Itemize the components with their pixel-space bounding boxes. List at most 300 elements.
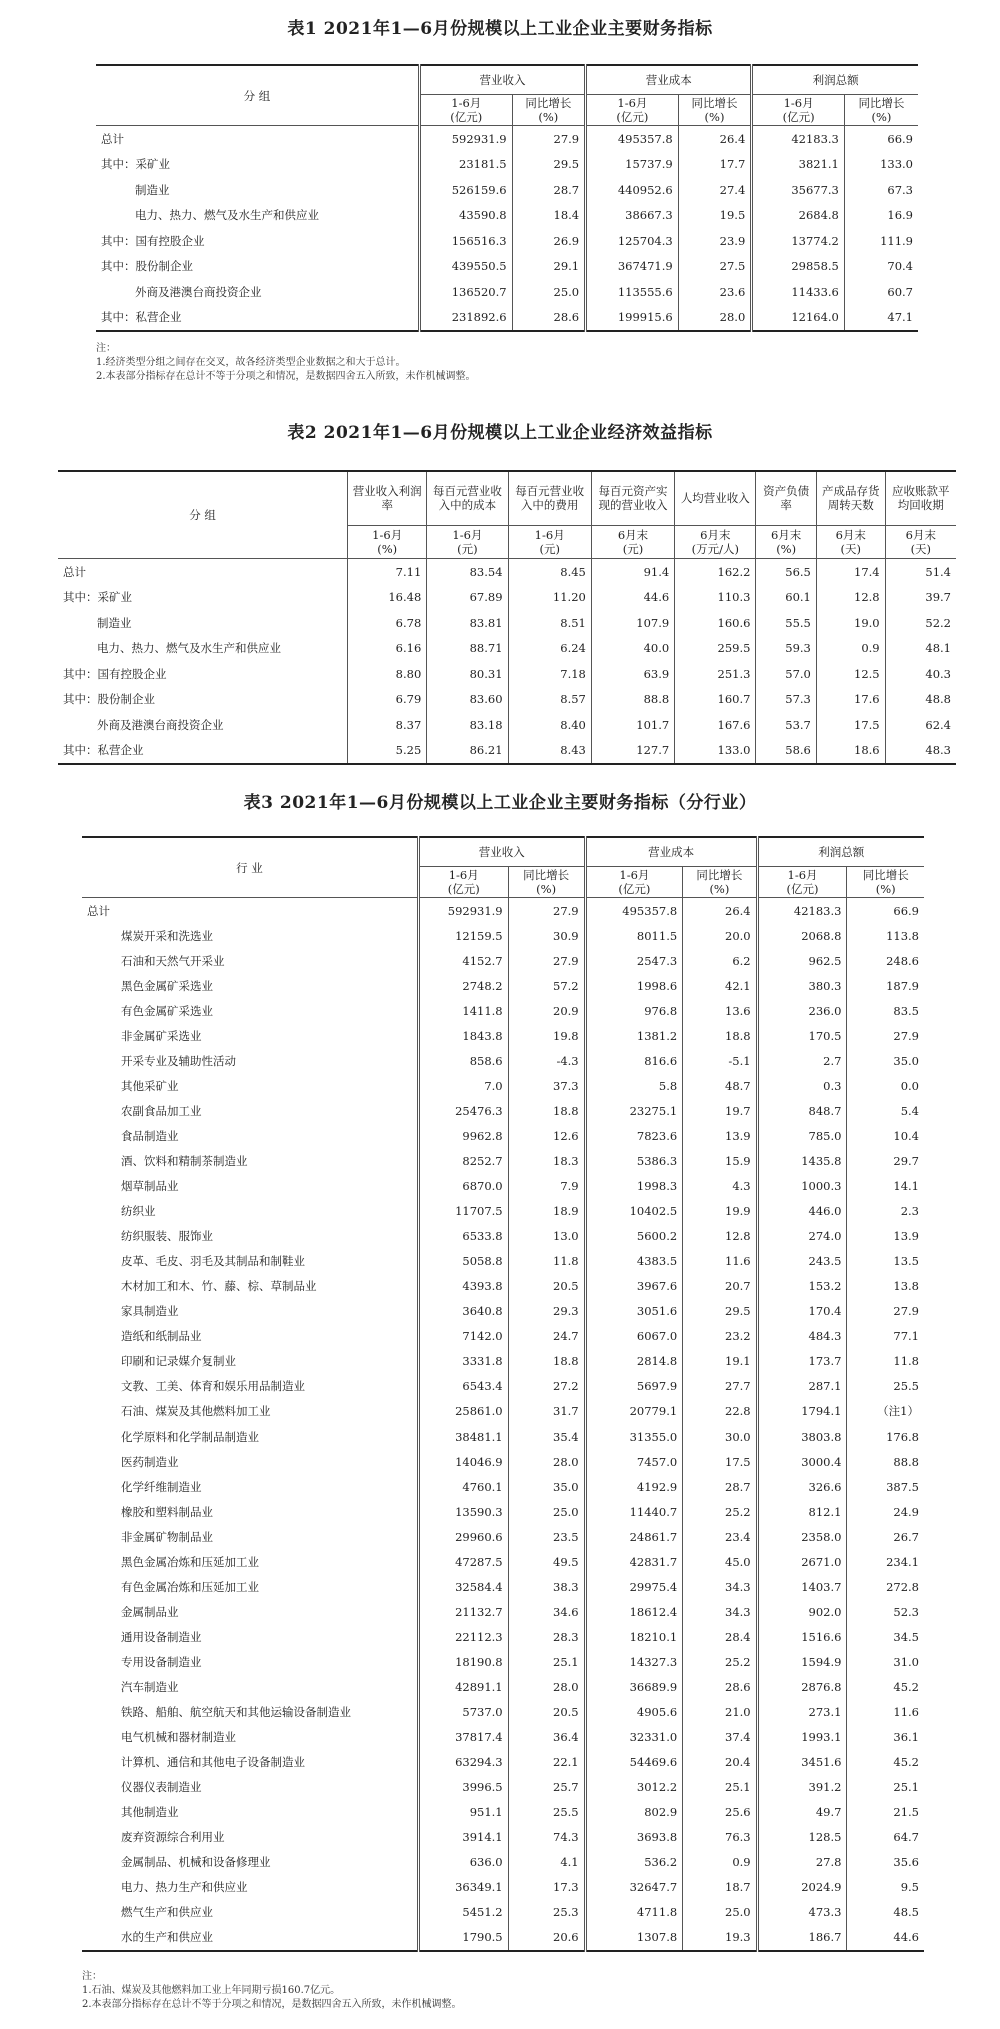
cell-value: 160.7 bbox=[675, 687, 756, 713]
cell-value: 1411.8 bbox=[418, 998, 508, 1023]
table-row bbox=[82, 1199, 924, 1224]
cell-value: 170.5 bbox=[757, 1023, 847, 1048]
cell-value: 25.2 bbox=[683, 1499, 757, 1524]
cell-value: 18612.4 bbox=[585, 1599, 683, 1624]
cell-value: 4192.9 bbox=[585, 1474, 683, 1499]
cell-value: 18190.8 bbox=[418, 1649, 508, 1674]
cell-value: 0.9 bbox=[816, 636, 885, 662]
row-label: 总计 bbox=[87, 903, 110, 918]
cell-value: 5697.9 bbox=[585, 1374, 683, 1399]
row-label: 其中：私营企业 bbox=[63, 743, 144, 758]
cell-value: 19.0 bbox=[816, 610, 885, 636]
row-label: 水的生产和供应业 bbox=[121, 1930, 213, 1945]
table-row bbox=[58, 738, 956, 765]
t3-group-header: 行 业 bbox=[236, 860, 263, 875]
cell-value: 6.78 bbox=[348, 610, 427, 636]
cell-value: 274.0 bbox=[757, 1224, 847, 1249]
row-label: 通用设备制造业 bbox=[121, 1629, 202, 1644]
cell-value: 1998.6 bbox=[585, 973, 683, 998]
cell-value: （注1） bbox=[847, 1399, 924, 1424]
cell-value: 2876.8 bbox=[757, 1674, 847, 1699]
t1-sub-header: 同比增长 (%) bbox=[678, 95, 752, 126]
cell-value: 1516.6 bbox=[757, 1624, 847, 1649]
cell-value: 6067.0 bbox=[585, 1324, 683, 1349]
cell-value: 17.6 bbox=[816, 687, 885, 713]
cell-value: 29.3 bbox=[508, 1299, 585, 1324]
cell-value: 45.2 bbox=[847, 1674, 924, 1699]
cell-value: 25.7 bbox=[508, 1775, 585, 1800]
cell-value: 28.0 bbox=[678, 305, 752, 332]
cell-value: 25.5 bbox=[508, 1800, 585, 1825]
cell-value: 951.1 bbox=[418, 1800, 508, 1825]
table-row bbox=[82, 1499, 924, 1524]
cell-value: 8.45 bbox=[508, 559, 591, 585]
row-label: 黑色金属冶炼和压延加工业 bbox=[121, 1554, 259, 1569]
cell-value: 27.9 bbox=[847, 1023, 924, 1048]
table-row bbox=[82, 1850, 924, 1875]
cell-value: 38.3 bbox=[508, 1574, 585, 1599]
cell-value: 26.4 bbox=[678, 126, 752, 152]
cell-value: 3996.5 bbox=[418, 1775, 508, 1800]
cell-value: 28.0 bbox=[508, 1449, 585, 1474]
cell-value: 38667.3 bbox=[586, 203, 679, 229]
cell-value: 66.9 bbox=[844, 126, 918, 152]
cell-value: 9962.8 bbox=[418, 1123, 508, 1148]
cell-value: 1790.5 bbox=[418, 1925, 508, 1951]
cell-value: 2068.8 bbox=[757, 923, 847, 948]
cell-value: 3012.2 bbox=[585, 1775, 683, 1800]
cell-value: 160.6 bbox=[675, 610, 756, 636]
cell-value: 27.9 bbox=[847, 1299, 924, 1324]
note-line: 2.本表部分指标存在总计不等于分项之和情况，是数据四舍五入所致，未作机械调整。 bbox=[82, 1999, 462, 2010]
t2-col-header: 每百元营业收入中的成本 bbox=[427, 471, 508, 525]
cell-value: 1307.8 bbox=[585, 1925, 683, 1951]
t3-sub-header: 同比增长 (%) bbox=[683, 867, 757, 898]
cell-value: 23.2 bbox=[683, 1324, 757, 1349]
cell-value: 20.7 bbox=[683, 1274, 757, 1299]
cell-value: -4.3 bbox=[508, 1048, 585, 1073]
cell-value: 3451.6 bbox=[757, 1750, 847, 1775]
cell-value: 187.9 bbox=[847, 973, 924, 998]
cell-value: 83.54 bbox=[427, 559, 508, 585]
cell-value: 26.4 bbox=[683, 898, 757, 924]
table-row bbox=[82, 1449, 924, 1474]
row-label: 有色金属矿采选业 bbox=[121, 1003, 213, 1018]
cell-value: 38481.1 bbox=[418, 1424, 508, 1449]
cell-value: 16.48 bbox=[348, 585, 427, 611]
table-row bbox=[82, 998, 924, 1023]
row-label: 总计 bbox=[101, 131, 124, 146]
cell-value: 35677.3 bbox=[752, 177, 845, 203]
table-row bbox=[58, 610, 956, 636]
cell-value: 13.0 bbox=[508, 1224, 585, 1249]
table-row bbox=[82, 1599, 924, 1624]
cell-value: 592931.9 bbox=[419, 126, 512, 152]
table-row bbox=[82, 1750, 924, 1775]
cell-value: 20.5 bbox=[508, 1274, 585, 1299]
cell-value: 5.4 bbox=[847, 1098, 924, 1123]
row-label: 铁路、船舶、航空航天和其他运输设备制造业 bbox=[121, 1705, 351, 1720]
cell-value: 259.5 bbox=[675, 636, 756, 662]
t2-unit-header: 1-6月 (%) bbox=[348, 525, 427, 558]
cell-value: 30.9 bbox=[508, 923, 585, 948]
cell-value: 42.1 bbox=[683, 973, 757, 998]
cell-value: 51.4 bbox=[885, 559, 956, 585]
cell-value: 25476.3 bbox=[418, 1098, 508, 1123]
cell-value: 37.4 bbox=[683, 1725, 757, 1750]
row-label: 农副食品加工业 bbox=[121, 1103, 202, 1118]
cell-value: 23.6 bbox=[678, 279, 752, 305]
cell-value: 3331.8 bbox=[418, 1349, 508, 1374]
t2-col-header: 营业收入利润率 bbox=[348, 471, 427, 525]
cell-value: 2814.8 bbox=[585, 1349, 683, 1374]
cell-value: 28.3 bbox=[508, 1624, 585, 1649]
cell-value: 176.8 bbox=[847, 1424, 924, 1449]
cell-value: 28.4 bbox=[683, 1624, 757, 1649]
note-line: 1.石油、煤炭及其他燃料加工业上年同期亏损160.7亿元。 bbox=[82, 1985, 341, 1996]
cell-value: 4711.8 bbox=[585, 1900, 683, 1925]
cell-value: 22.8 bbox=[683, 1399, 757, 1424]
cell-value: 7.11 bbox=[348, 559, 427, 585]
cell-value: 20.4 bbox=[683, 1750, 757, 1775]
row-label: 计算机、通信和其他电子设备制造业 bbox=[121, 1755, 305, 1770]
cell-value: 16.9 bbox=[844, 203, 918, 229]
cell-value: 2024.9 bbox=[757, 1875, 847, 1900]
cell-value: 48.7 bbox=[683, 1073, 757, 1098]
row-label: 其他采矿业 bbox=[121, 1078, 179, 1093]
cell-value: 57.0 bbox=[756, 661, 816, 687]
table2-title: 表2 2021年1—6月份规模以上工业企业经济效益指标 bbox=[287, 423, 713, 443]
cell-value: 18.4 bbox=[512, 203, 586, 229]
cell-value: 42891.1 bbox=[418, 1674, 508, 1699]
cell-value: 20.5 bbox=[508, 1700, 585, 1725]
table-row bbox=[82, 1399, 924, 1424]
cell-value: 25.0 bbox=[512, 279, 586, 305]
cell-value: 391.2 bbox=[757, 1775, 847, 1800]
cell-value: 8.40 bbox=[508, 712, 591, 738]
cell-value: 47.1 bbox=[844, 305, 918, 332]
cell-value: 59.3 bbox=[756, 636, 816, 662]
table-row bbox=[82, 1148, 924, 1173]
cell-value: 2.7 bbox=[757, 1048, 847, 1073]
cell-value: 7823.6 bbox=[585, 1123, 683, 1148]
cell-value: 4760.1 bbox=[418, 1474, 508, 1499]
cell-value: 35.4 bbox=[508, 1424, 585, 1449]
cell-value: 19.5 bbox=[678, 203, 752, 229]
cell-value: 36689.9 bbox=[585, 1674, 683, 1699]
cell-value: 125704.3 bbox=[586, 228, 679, 254]
cell-value: 23.9 bbox=[678, 228, 752, 254]
table-row bbox=[82, 1224, 924, 1249]
table-row bbox=[82, 1875, 924, 1900]
table-row bbox=[96, 279, 918, 305]
cell-value: 440952.6 bbox=[586, 177, 679, 203]
cell-value: 848.7 bbox=[757, 1098, 847, 1123]
row-label: 化学纤维制造业 bbox=[121, 1479, 202, 1494]
cell-value: 113.8 bbox=[847, 923, 924, 948]
cell-value: 43590.8 bbox=[419, 203, 512, 229]
row-label: 纺织服装、服饰业 bbox=[121, 1229, 213, 1244]
cell-value: 48.1 bbox=[885, 636, 956, 662]
row-label: 燃气生产和供应业 bbox=[121, 1905, 213, 1920]
row-label: 其中：私营企业 bbox=[101, 310, 182, 325]
cell-value: 1993.1 bbox=[757, 1725, 847, 1750]
row-label: 煤炭开采和洗选业 bbox=[121, 928, 213, 943]
cell-value: 49.5 bbox=[508, 1549, 585, 1574]
cell-value: 47287.5 bbox=[418, 1549, 508, 1574]
table-row bbox=[82, 1725, 924, 1750]
t1-col-group: 利润总额 bbox=[752, 65, 918, 95]
cell-value: 44.6 bbox=[847, 1925, 924, 1951]
table-row bbox=[58, 585, 956, 611]
t2-col-header: 每百元营业收入中的费用 bbox=[508, 471, 591, 525]
note-line: 2.本表部分指标存在总计不等于分项之和情况，是数据四舍五入所致，未作机械调整。 bbox=[96, 371, 476, 382]
t2-col-header: 人均营业收入 bbox=[675, 471, 756, 525]
cell-value: 58.6 bbox=[756, 738, 816, 765]
cell-value: 35.0 bbox=[508, 1474, 585, 1499]
cell-value: 57.3 bbox=[756, 687, 816, 713]
cell-value: 26.9 bbox=[512, 228, 586, 254]
row-label: 纺织业 bbox=[121, 1204, 156, 1219]
t1-sub-header: 1-6月 (亿元) bbox=[586, 95, 679, 126]
cell-value: 60.7 bbox=[844, 279, 918, 305]
cell-value: 37.3 bbox=[508, 1073, 585, 1098]
row-label: 总计 bbox=[63, 564, 86, 579]
cell-value: 88.8 bbox=[847, 1449, 924, 1474]
cell-value: 54469.6 bbox=[585, 1750, 683, 1775]
cell-value: 83.60 bbox=[427, 687, 508, 713]
cell-value: 29.7 bbox=[847, 1148, 924, 1173]
cell-value: 272.8 bbox=[847, 1574, 924, 1599]
cell-value: 536.2 bbox=[585, 1850, 683, 1875]
row-label: 电力、热力生产和供应业 bbox=[121, 1880, 248, 1895]
t1-col-group: 营业收入 bbox=[419, 65, 585, 95]
t2-group-header: 分 组 bbox=[189, 508, 216, 522]
cell-value: 22112.3 bbox=[418, 1624, 508, 1649]
cell-value: 27.9 bbox=[512, 126, 586, 152]
cell-value: 25.2 bbox=[683, 1649, 757, 1674]
cell-value: 5.25 bbox=[348, 738, 427, 765]
cell-value: 11.8 bbox=[508, 1249, 585, 1274]
cell-value: 26.7 bbox=[847, 1524, 924, 1549]
row-label: 化学原料和化学制品制造业 bbox=[121, 1429, 259, 1444]
cell-value: 128.5 bbox=[757, 1825, 847, 1850]
cell-value: 86.21 bbox=[427, 738, 508, 765]
cell-value: 8.80 bbox=[348, 661, 427, 687]
cell-value: 60.1 bbox=[756, 585, 816, 611]
cell-value: 11440.7 bbox=[585, 1499, 683, 1524]
cell-value: 167.6 bbox=[675, 712, 756, 738]
row-label: 其他制造业 bbox=[121, 1805, 179, 1820]
row-label: 汽车制造业 bbox=[121, 1679, 179, 1694]
row-label: 废弃资源综合利用业 bbox=[121, 1830, 225, 1845]
cell-value: 52.2 bbox=[885, 610, 956, 636]
cell-value: 40.3 bbox=[885, 661, 956, 687]
row-label: 医药制造业 bbox=[121, 1454, 179, 1469]
cell-value: 57.2 bbox=[508, 973, 585, 998]
cell-value: 4383.5 bbox=[585, 1249, 683, 1274]
table-row bbox=[82, 1900, 924, 1925]
cell-value: 7.0 bbox=[418, 1073, 508, 1098]
cell-value: 24861.7 bbox=[585, 1524, 683, 1549]
cell-value: 199915.6 bbox=[586, 305, 679, 332]
cell-value: 3967.6 bbox=[585, 1274, 683, 1299]
cell-value: 18.6 bbox=[816, 738, 885, 765]
cell-value: 495357.8 bbox=[586, 126, 679, 152]
cell-value: 20.6 bbox=[508, 1925, 585, 1951]
cell-value: 17.5 bbox=[816, 712, 885, 738]
table-row bbox=[58, 661, 956, 687]
cell-value: 29.1 bbox=[512, 254, 586, 280]
cell-value: 22.1 bbox=[508, 1750, 585, 1775]
table-row bbox=[82, 1624, 924, 1649]
cell-value: 62.4 bbox=[885, 712, 956, 738]
table-row bbox=[82, 1825, 924, 1850]
cell-value: 66.9 bbox=[847, 898, 924, 924]
cell-value: 34.6 bbox=[508, 1599, 585, 1624]
cell-value: 28.0 bbox=[508, 1674, 585, 1699]
cell-value: 11433.6 bbox=[752, 279, 845, 305]
cell-value: 18210.1 bbox=[585, 1624, 683, 1649]
cell-value: 173.7 bbox=[757, 1349, 847, 1374]
cell-value: 18.8 bbox=[683, 1023, 757, 1048]
cell-value: 2547.3 bbox=[585, 948, 683, 973]
cell-value: 52.3 bbox=[847, 1599, 924, 1624]
cell-value: 816.6 bbox=[585, 1048, 683, 1073]
cell-value: 20.9 bbox=[508, 998, 585, 1023]
t3-sub-header: 同比增长 (%) bbox=[508, 867, 585, 898]
cell-value: 32584.4 bbox=[418, 1574, 508, 1599]
cell-value: 7.9 bbox=[508, 1174, 585, 1199]
cell-value: 40.0 bbox=[591, 636, 674, 662]
cell-value: 64.7 bbox=[847, 1825, 924, 1850]
table-row bbox=[58, 559, 956, 585]
cell-value: 28.7 bbox=[683, 1474, 757, 1499]
row-label: 其中：股份制企业 bbox=[63, 692, 155, 707]
row-label: 石油、煤炭及其他燃料加工业 bbox=[121, 1404, 271, 1419]
cell-value: 53.7 bbox=[756, 712, 816, 738]
row-label: 橡胶和塑料制品业 bbox=[121, 1504, 213, 1519]
cell-value: 29975.4 bbox=[585, 1574, 683, 1599]
t2-col-header: 产成品存货周转天数 bbox=[816, 471, 885, 525]
row-label: 非金属矿采选业 bbox=[121, 1028, 202, 1043]
cell-value: 812.1 bbox=[757, 1499, 847, 1524]
cell-value: 19.8 bbox=[508, 1023, 585, 1048]
table-row bbox=[96, 177, 918, 203]
table-row bbox=[82, 1299, 924, 1324]
row-label: 烟草制品业 bbox=[121, 1179, 179, 1194]
table-row bbox=[82, 1174, 924, 1199]
cell-value: 29.5 bbox=[683, 1299, 757, 1324]
cell-value: 248.6 bbox=[847, 948, 924, 973]
t1-sub-header: 1-6月 (亿元) bbox=[752, 95, 845, 126]
row-label: 文教、工美、体育和娱乐用品制造业 bbox=[121, 1379, 305, 1394]
table-row bbox=[82, 1474, 924, 1499]
row-label: 开采专业及辅助性活动 bbox=[121, 1053, 236, 1068]
cell-value: 234.1 bbox=[847, 1549, 924, 1574]
cell-value: 243.5 bbox=[757, 1249, 847, 1274]
row-label: 石油和天然气开采业 bbox=[121, 953, 225, 968]
t2-unit-header: 6月末 (天) bbox=[816, 525, 885, 558]
cell-value: 367471.9 bbox=[586, 254, 679, 280]
cell-value: 34.3 bbox=[683, 1574, 757, 1599]
cell-value: 25.0 bbox=[508, 1499, 585, 1524]
table-row bbox=[96, 203, 918, 229]
cell-value: 11707.5 bbox=[418, 1199, 508, 1224]
cell-value: 12.6 bbox=[508, 1123, 585, 1148]
table-row bbox=[82, 1324, 924, 1349]
cell-value: 5737.0 bbox=[418, 1700, 508, 1725]
cell-value: 27.9 bbox=[508, 898, 585, 924]
cell-value: 6.16 bbox=[348, 636, 427, 662]
row-label: 金属制品、机械和设备修理业 bbox=[121, 1855, 271, 1870]
cell-value: 101.7 bbox=[591, 712, 674, 738]
cell-value: 32331.0 bbox=[585, 1725, 683, 1750]
cell-value: 7.18 bbox=[508, 661, 591, 687]
table-row bbox=[82, 1048, 924, 1073]
cell-value: 113555.6 bbox=[586, 279, 679, 305]
cell-value: 326.6 bbox=[757, 1474, 847, 1499]
row-label: 外商及港澳台商投资企业 bbox=[135, 284, 262, 299]
t2-unit-header: 6月末 (万元/人) bbox=[675, 525, 756, 558]
table1-notes bbox=[96, 342, 918, 384]
cell-value: 13.5 bbox=[847, 1249, 924, 1274]
row-label: 食品制造业 bbox=[121, 1128, 179, 1143]
cell-value: 976.8 bbox=[585, 998, 683, 1023]
cell-value: 25861.0 bbox=[418, 1399, 508, 1424]
table-row bbox=[82, 1123, 924, 1148]
table-row bbox=[82, 1574, 924, 1599]
cell-value: 27.2 bbox=[508, 1374, 585, 1399]
row-label: 非金属矿物制品业 bbox=[121, 1529, 213, 1544]
table-row bbox=[96, 254, 918, 280]
cell-value: 111.9 bbox=[844, 228, 918, 254]
cell-value: 5386.3 bbox=[585, 1148, 683, 1173]
cell-value: 17.5 bbox=[683, 1449, 757, 1474]
cell-value: 3640.8 bbox=[418, 1299, 508, 1324]
table3-title: 表3 2021年1—6月份规模以上工业企业主要财务指标（分行业） bbox=[243, 793, 757, 813]
table-row bbox=[82, 1925, 924, 1951]
cell-value: 5451.2 bbox=[418, 1900, 508, 1925]
table-row bbox=[58, 712, 956, 738]
t1-sub-header: 同比增长 (%) bbox=[512, 95, 586, 126]
cell-value: 17.3 bbox=[508, 1875, 585, 1900]
cell-value: 8.57 bbox=[508, 687, 591, 713]
t3-sub-header: 1-6月 (亿元) bbox=[418, 867, 508, 898]
cell-value: 162.2 bbox=[675, 559, 756, 585]
cell-value: 48.8 bbox=[885, 687, 956, 713]
cell-value: 3914.1 bbox=[418, 1825, 508, 1850]
cell-value: 6543.4 bbox=[418, 1374, 508, 1399]
cell-value: 37817.4 bbox=[418, 1725, 508, 1750]
cell-value: 18.9 bbox=[508, 1199, 585, 1224]
cell-value: 63294.3 bbox=[418, 1750, 508, 1775]
cell-value: 8.51 bbox=[508, 610, 591, 636]
cell-value: 6.24 bbox=[508, 636, 591, 662]
cell-value: 3821.1 bbox=[752, 152, 845, 178]
t2-unit-header: 1-6月 (元) bbox=[427, 525, 508, 558]
cell-value: 473.3 bbox=[757, 1900, 847, 1925]
cell-value: 1000.3 bbox=[757, 1174, 847, 1199]
cell-value: 110.3 bbox=[675, 585, 756, 611]
cell-value: 76.3 bbox=[683, 1825, 757, 1850]
cell-value: 35.6 bbox=[847, 1850, 924, 1875]
cell-value: 136520.7 bbox=[419, 279, 512, 305]
cell-value: 2748.2 bbox=[418, 973, 508, 998]
row-label: 其中：国有控股企业 bbox=[63, 666, 167, 681]
cell-value: 67.3 bbox=[844, 177, 918, 203]
cell-value: 380.3 bbox=[757, 973, 847, 998]
